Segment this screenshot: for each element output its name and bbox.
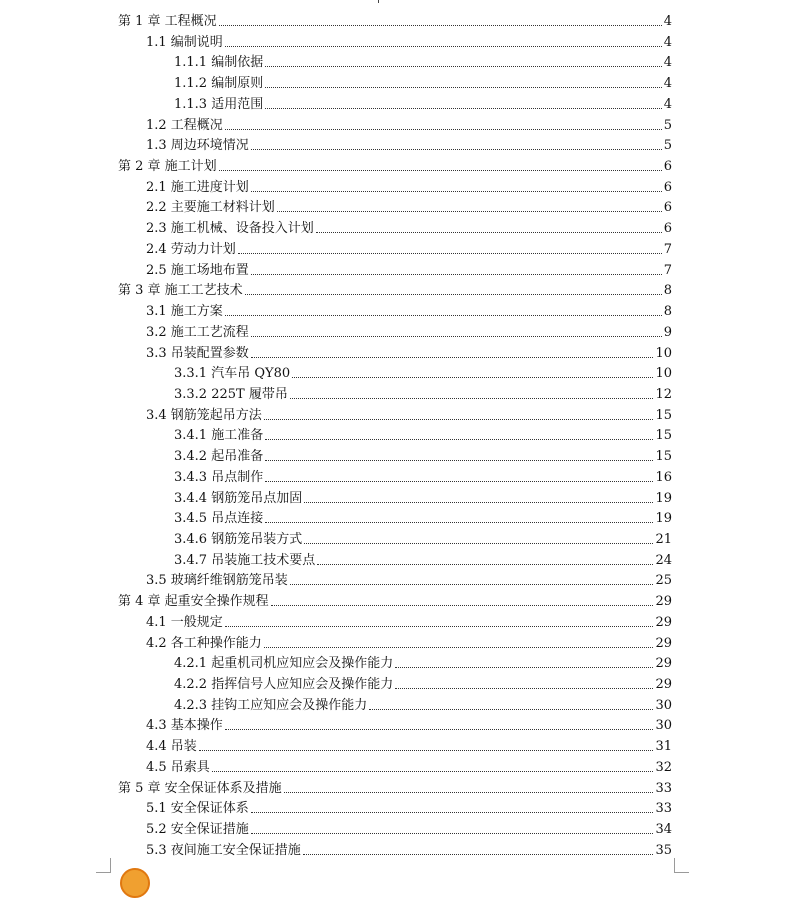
- toc-entry[interactable]: [146, 114, 672, 134]
- toc-entry-label: 3.3.2 225T 履带吊: [174, 386, 288, 402]
- toc-leader-dots: [251, 191, 662, 192]
- toc-entry-label: 3.3 吊装配置参数: [146, 345, 249, 361]
- toc-leader-dots: [251, 833, 654, 834]
- toc-entry[interactable]: [174, 487, 672, 507]
- toc-entry-label: 4.4 吊装: [146, 739, 197, 755]
- toc-entry-label: 4.3 基本操作: [146, 718, 223, 734]
- toc-entry-page-number: 4: [663, 96, 672, 112]
- toc-entry-label: 第 3 章 施工工艺技术: [118, 283, 243, 299]
- toc-leader-dots: [264, 419, 654, 420]
- toc-entry[interactable]: [146, 818, 672, 838]
- toc-entry[interactable]: [174, 652, 672, 672]
- toc-leader-dots: [369, 709, 653, 710]
- toc-entry[interactable]: [174, 673, 672, 693]
- toc-entry-page-number: 4: [663, 34, 672, 50]
- toc-entry[interactable]: [174, 51, 672, 71]
- toc-entry[interactable]: [118, 590, 672, 610]
- toc-entry[interactable]: [146, 714, 672, 734]
- toc-leader-dots: [225, 626, 654, 627]
- toc-entry-label: 4.2.1 起重机司机应知应会及操作能力: [174, 656, 394, 672]
- toc-entry-page-number: 15: [655, 428, 672, 444]
- toc-entry-page-number: 29: [655, 656, 672, 672]
- toc-entry-label: 3.4.7 吊装施工技术要点: [174, 552, 316, 568]
- toc-entry[interactable]: [118, 777, 672, 797]
- toc-entry[interactable]: [174, 72, 672, 92]
- toc-entry[interactable]: [174, 383, 672, 403]
- toc-entry[interactable]: [146, 134, 672, 154]
- toc-leader-dots: [395, 688, 653, 689]
- toc-entry[interactable]: [146, 611, 672, 631]
- app-logo-icon: [120, 868, 150, 898]
- toc-entry-label: 4.2.2 指挥信号人应知应会及操作能力: [174, 677, 394, 693]
- toc-entry-page-number: 29: [655, 594, 672, 610]
- toc-entry-label: 第 1 章 工程概况: [118, 14, 217, 29]
- toc-entry[interactable]: [118, 10, 672, 30]
- toc-entry-page-number: 24: [655, 552, 672, 568]
- toc-entry-page-number: 4: [663, 55, 672, 71]
- toc-entry-label: 4.1 一般规定: [146, 614, 223, 630]
- toc-entry-page-number: 33: [655, 801, 672, 817]
- toc-entry-label: 3.3.1 汽车吊 QY80: [174, 366, 291, 382]
- toc-entry-page-number: 10: [655, 366, 672, 382]
- toc-leader-dots: [219, 170, 662, 171]
- toc-entry-label: 2.5 施工场地布置: [146, 262, 249, 278]
- toc-leader-dots: [292, 377, 653, 378]
- toc-entry[interactable]: [174, 694, 672, 714]
- toc-entry-label: 3.4.1 施工准备: [174, 428, 264, 444]
- toc-entry[interactable]: [146, 31, 672, 51]
- toc-entry[interactable]: [174, 466, 672, 486]
- toc-entry[interactable]: [146, 342, 672, 362]
- toc-entry-label: 第 4 章 起重安全操作规程: [118, 594, 269, 610]
- toc-leader-dots: [265, 66, 662, 67]
- toc-leader-dots: [395, 667, 653, 668]
- toc-entry-page-number: 25: [655, 573, 672, 589]
- toc-entry-label: 3.1 施工方案: [146, 304, 223, 320]
- toc-entry[interactable]: [146, 632, 672, 652]
- toc-leader-dots: [212, 771, 654, 772]
- toc-leader-dots: [251, 274, 662, 275]
- toc-entry-page-number: 31: [655, 739, 672, 755]
- toc-entry-page-number: 12: [655, 386, 672, 402]
- toc-entry-label: 4.2 各工种操作能力: [146, 635, 262, 651]
- toc-entry-label: 1.1.1 编制依据: [174, 55, 264, 71]
- toc-entry-page-number: 35: [655, 842, 672, 858]
- toc-entry-page-number: 19: [655, 490, 672, 506]
- toc-entry-page-number: 6: [663, 200, 672, 216]
- toc-entry-label: 2.2 主要施工材料计划: [146, 200, 275, 216]
- toc-entry[interactable]: [174, 507, 672, 527]
- toc-entry-label: 2.4 劳动力计划: [146, 241, 236, 257]
- toc-entry[interactable]: [174, 528, 672, 548]
- toc-entry-page-number: 6: [663, 159, 672, 175]
- toc-leader-dots: [304, 543, 653, 544]
- toc-entry-label: 1.3 周边环境情况: [146, 138, 249, 154]
- toc-entry-page-number: 21: [655, 532, 672, 547]
- toc-entry[interactable]: [174, 93, 672, 113]
- toc-entry-label: 5.3 夜间施工安全保证措施: [146, 842, 301, 858]
- toc-entry-label: 3.4.4 钢筋笼吊点加固: [174, 490, 303, 506]
- toc-entry-label: 3.4.5 吊点连接: [174, 511, 264, 527]
- toc-leader-dots: [245, 294, 662, 295]
- toc-entry[interactable]: [146, 569, 672, 589]
- toc-entry-page-number: 6: [663, 221, 672, 237]
- toc-leader-dots: [265, 108, 662, 109]
- toc-entry-label: 1.1.2 编制原则: [174, 76, 264, 92]
- toc-entry-page-number: 34: [655, 822, 672, 838]
- toc-entry-page-number: 8: [663, 283, 672, 299]
- toc-leader-dots: [251, 357, 654, 358]
- toc-entry[interactable]: [146, 238, 672, 258]
- toc-entry-page-number: 6: [663, 179, 672, 195]
- toc-entry-page-number: 4: [663, 14, 672, 29]
- toc-leader-dots: [290, 398, 654, 399]
- margin-corner-bottom-right: [674, 858, 689, 873]
- toc-entry[interactable]: [146, 259, 672, 279]
- toc-entry-page-number: 29: [655, 614, 672, 630]
- toc-entry-page-number: 29: [655, 635, 672, 651]
- margin-corner-bottom-left: [96, 858, 111, 873]
- toc-leader-dots: [225, 46, 662, 47]
- toc-leader-dots: [219, 25, 662, 26]
- toc-leader-dots: [290, 584, 654, 585]
- toc-entry-label: 3.5 玻璃纤维钢筋笼吊装: [146, 573, 288, 589]
- toc-leader-dots: [303, 854, 654, 855]
- toc-entry-page-number: 4: [663, 76, 672, 92]
- toc-entry-label: 3.4.3 吊点制作: [174, 469, 264, 485]
- toc-leader-dots: [265, 87, 662, 88]
- toc-leader-dots: [225, 129, 662, 130]
- toc-entry-page-number: 7: [663, 262, 672, 278]
- toc-entry-page-number: 7: [663, 241, 672, 257]
- toc-entry[interactable]: [146, 300, 672, 320]
- toc-leader-dots: [264, 647, 654, 648]
- toc-entry[interactable]: [146, 196, 672, 216]
- toc-entry-label: 第 5 章 安全保证体系及措施: [118, 780, 282, 796]
- toc-leader-dots: [199, 750, 654, 751]
- toc-entry-page-number: 30: [655, 718, 672, 734]
- toc-leader-dots: [265, 439, 653, 440]
- toc-entry[interactable]: [146, 797, 672, 817]
- toc-entry-page-number: 32: [655, 759, 672, 775]
- toc-entry-page-number: 16: [655, 469, 672, 485]
- toc-leader-dots: [265, 522, 653, 523]
- toc-entry-page-number: 10: [655, 345, 672, 361]
- toc-entry[interactable]: [174, 424, 672, 444]
- toc-entry[interactable]: [174, 362, 672, 382]
- toc-leader-dots: [251, 336, 662, 337]
- toc-entry-page-number: 19: [655, 511, 672, 527]
- toc-entry-label: 2.3 施工机械、设备投入计划: [146, 221, 314, 237]
- toc-entry-label: 5.2 安全保证措施: [146, 822, 249, 838]
- toc-entry[interactable]: [146, 735, 672, 755]
- toc-entry-page-number: 15: [655, 449, 672, 465]
- toc-leader-dots: [251, 812, 654, 813]
- toc-leader-dots: [238, 253, 662, 254]
- toc-entry[interactable]: [118, 279, 672, 299]
- toc-entry-label: 3.4 钢筋笼起吊方法: [146, 407, 262, 423]
- toc-entry-label: 3.2 施工工艺流程: [146, 324, 249, 340]
- toc-entry-label: 1.1 编制说明: [146, 34, 223, 50]
- toc-entry-label: 5.1 安全保证体系: [146, 801, 249, 817]
- toc-leader-dots: [304, 502, 653, 503]
- toc-entry-page-number: 5: [663, 117, 672, 133]
- toc-entry-page-number: 8: [663, 304, 672, 320]
- toc-entry-label: 第 2 章 施工计划: [118, 159, 217, 175]
- toc-entry[interactable]: [146, 839, 672, 859]
- toc-entry[interactable]: [146, 756, 672, 776]
- toc-entry-page-number: 29: [655, 677, 672, 693]
- toc-entry-page-number: 15: [655, 407, 672, 423]
- toc-entry[interactable]: [146, 176, 672, 196]
- toc-entry[interactable]: [174, 549, 672, 569]
- toc-entry-page-number: 9: [663, 324, 672, 340]
- toc-entry[interactable]: [146, 217, 672, 237]
- toc-entry[interactable]: [146, 321, 672, 341]
- toc-leader-dots: [316, 232, 662, 233]
- page-top-mark: [378, 0, 379, 3]
- toc-entry-label: 3.4.6 钢筋笼吊装方式: [174, 532, 303, 547]
- toc-leader-dots: [251, 149, 662, 150]
- toc-entry-page-number: 33: [655, 780, 672, 796]
- toc-leader-dots: [277, 211, 662, 212]
- toc-entry-label: 4.2.3 挂钩工应知应会及操作能力: [174, 697, 368, 713]
- toc-leader-dots: [265, 460, 653, 461]
- toc-leader-dots: [265, 481, 653, 482]
- toc-leader-dots: [317, 564, 653, 565]
- toc-entry-page-number: 30: [655, 697, 672, 713]
- toc-entry-page-number: 5: [663, 138, 672, 154]
- toc-entry-label: 1.1.3 适用范围: [174, 96, 264, 112]
- toc-leader-dots: [271, 605, 654, 606]
- toc-entry-label: 1.2 工程概况: [146, 117, 223, 133]
- toc-leader-dots: [284, 792, 654, 793]
- toc-leader-dots: [225, 729, 654, 730]
- toc-entry-label: 2.1 施工进度计划: [146, 179, 249, 195]
- toc-entry[interactable]: [118, 155, 672, 175]
- toc-entry-label: 4.5 吊索具: [146, 759, 210, 775]
- toc-leader-dots: [225, 315, 662, 316]
- toc-entry[interactable]: [174, 445, 672, 465]
- toc-entry[interactable]: [146, 404, 672, 424]
- toc-entry-label: 3.4.2 起吊准备: [174, 449, 264, 465]
